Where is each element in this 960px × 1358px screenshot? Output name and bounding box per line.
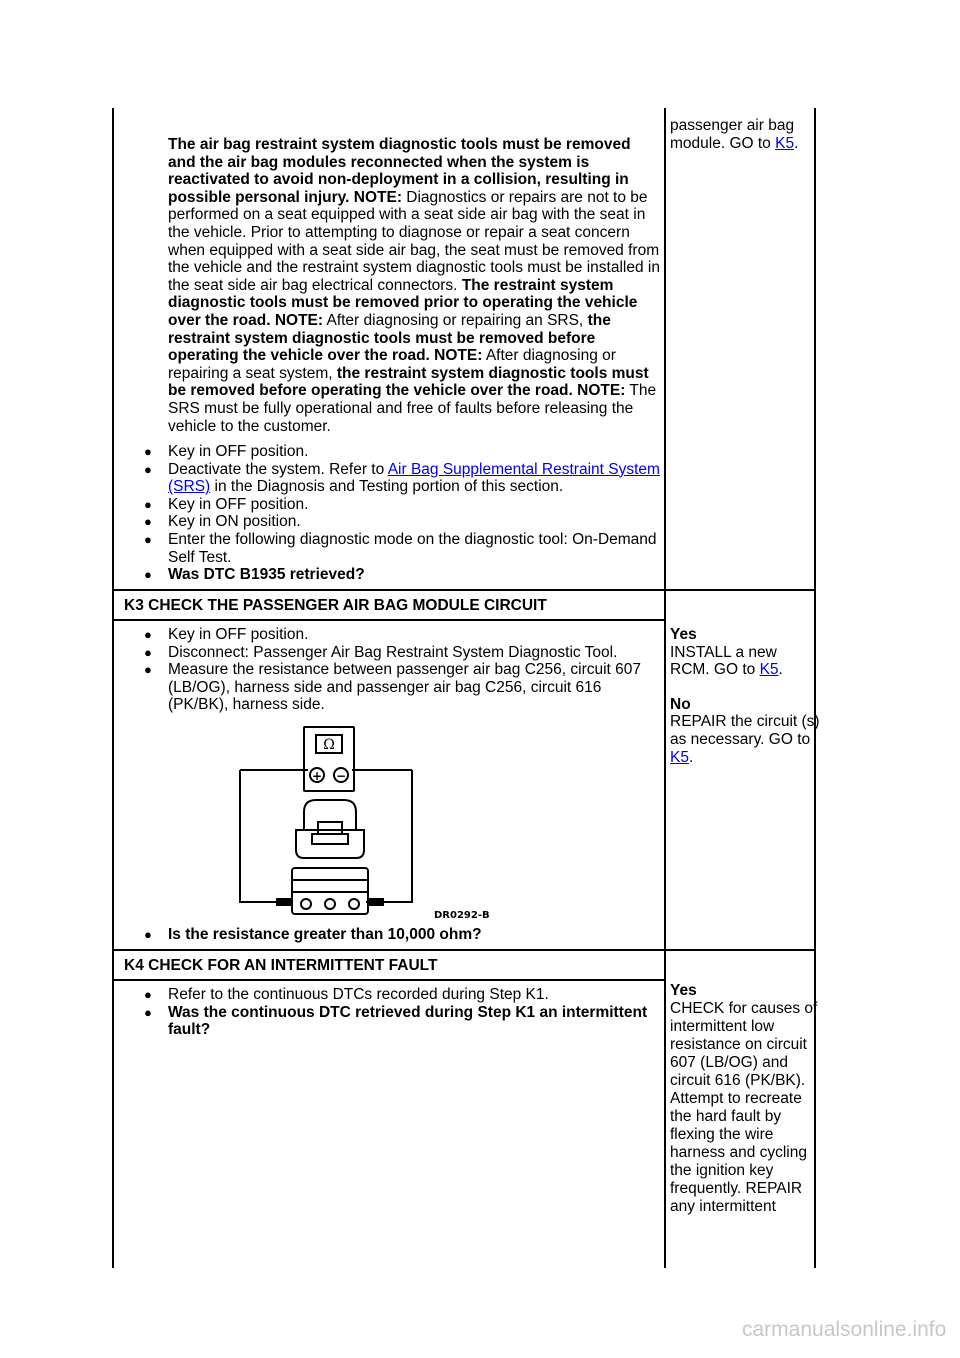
table-left-border <box>112 108 114 1268</box>
diagram-code: DR0292-B <box>434 910 490 921</box>
note-text: The SRS must be fully operational and free of faults before releasing the vehicle to the customer. <box>168 382 657 435</box>
list-item <box>144 461 660 496</box>
yes-result <box>670 644 820 679</box>
list-item <box>144 566 660 584</box>
period: . <box>794 134 799 152</box>
note-bold-text: the restraint system diagnostic tools must be removed before operating the vehicle over the road. <box>168 364 649 400</box>
minus-terminal: − <box>335 769 347 783</box>
step-text: Disconnect: Passenger Air Bag Restraint System Diagnostic Tool. <box>168 643 618 661</box>
k3-heading-divider <box>112 619 666 621</box>
yes-label: Yes <box>670 982 697 999</box>
yes-label: Yes <box>670 626 697 643</box>
top-step-list <box>144 443 660 584</box>
list-item <box>144 1004 660 1039</box>
row-divider-k3 <box>112 589 816 591</box>
k5-link[interactable]: K5 <box>775 134 795 152</box>
connector-icon <box>304 800 356 830</box>
question-text: Was the continuous DTC retrieved during Step K1 an intermittent fault? <box>168 1003 648 1039</box>
note-bold-text: The restraint system diagnostic tools must be removed prior to operating the vehicle over the road. <box>168 276 638 329</box>
step-text: Enter the following diagnostic mode on the diagnostic tool: On-Demand Self Test. <box>168 530 657 566</box>
step-text: Key in ON position. <box>168 513 301 531</box>
list-item <box>144 926 660 944</box>
step-text: in the Diagnosis and Testing portion of this section. <box>214 478 564 496</box>
k3-question-list <box>144 926 660 944</box>
list-item <box>144 986 660 1004</box>
k3-result <box>670 626 820 766</box>
k3-step-list <box>144 626 660 714</box>
step-text: Key in OFF position. <box>168 495 309 513</box>
step-text: Key in OFF position. <box>168 443 309 460</box>
step-text: Measure the resistance between passenger air bag C256, circuit 607 (LB/OG), harness side and passenger air bag C256, circuit 616 (PK/BK), harness side. <box>168 661 642 714</box>
question-text: Is the resistance greater than 10,000 ohm? <box>168 926 482 943</box>
result-text: INSTALL a new RCM. GO to <box>670 643 777 679</box>
note-label: NOTE: <box>274 311 324 329</box>
k3-heading: K3 CHECK THE PASSENGER AIR BAG MODULE CIRCUIT <box>124 597 547 614</box>
note-text: After diagnosing or repairing a seat system, <box>168 347 616 382</box>
top-result <box>670 117 820 152</box>
list-item <box>144 661 660 714</box>
list-item <box>144 443 660 461</box>
question-text: Was DTC B1935 retrieved? <box>168 566 365 584</box>
k4-step-list <box>144 986 660 1039</box>
k4-result <box>670 982 820 1216</box>
ohm-symbol: Ω <box>323 737 335 753</box>
result-text: REPAIR the circuit (s) as necessary. GO to <box>670 713 820 748</box>
no-result <box>670 713 820 766</box>
k5-link[interactable]: K5 <box>670 748 689 766</box>
step-text: Deactivate the system. Refer to <box>168 460 385 478</box>
result-text: passenger air bag module. GO to <box>670 117 795 152</box>
plus-terminal: + <box>311 769 323 783</box>
note-bold-text: the restraint system diagnostic tools must be removed before operating the vehicle over the road. <box>168 311 611 365</box>
note-label: NOTE: <box>434 347 483 365</box>
warning-text: The air bag restraint system diagnostic tools must be removed and the air bag modules reconnected when the system is reactivated to avoid non-deployment in a collision, resulting in possible personal injury. <box>168 136 631 206</box>
list-item <box>144 531 660 566</box>
note-label: NOTE: <box>353 188 402 206</box>
srs-link[interactable]: Air Bag Supplemental Restraint System (SRS) <box>168 460 660 496</box>
watermark: carmanualsonline.info <box>742 1318 947 1341</box>
note-text: After diagnosing or repairing an SRS, <box>326 311 584 329</box>
note-label: NOTE: <box>577 382 626 400</box>
list-item <box>144 626 660 644</box>
list-item <box>144 496 660 514</box>
period: . <box>778 661 783 679</box>
note-text: Diagnostics or repairs are not to be performed on a seat equipped with a seat side air bag with the seat in the vehicle. Prior to attempting to diagnose or repair a seat concern when equipped with a seat side air bag, the seat must be removed from the vehicle and the restraint system diagnostic tools must be installed in the seat side air bag electrical connectors. <box>168 188 660 294</box>
period: . <box>688 748 694 766</box>
k5-link[interactable]: K5 <box>759 661 779 679</box>
step-text: Refer to the continuous DTCs recorded during Step K1. <box>168 986 549 1003</box>
row-divider-k4 <box>112 949 816 951</box>
k4-heading: K4 CHECK FOR AN INTERMITTENT FAULT <box>124 957 438 974</box>
k4-heading-divider <box>112 979 666 981</box>
step-text: Key in OFF position. <box>168 626 309 643</box>
yes-result: CHECK for causes of intermittent low resistance on circuit 607 (LB/OG) and circuit 616 (PK/BK). Attempt to recreate the hard fault by flexing the wire harness and cycling the ignition key frequently. REPAIR any intermittent <box>670 1000 818 1215</box>
resistance-measurement-diagram <box>236 722 496 922</box>
top-notes <box>168 136 660 435</box>
list-item <box>144 644 660 662</box>
column-divider <box>664 108 666 1268</box>
list-item <box>144 513 660 531</box>
no-label: No <box>670 695 691 713</box>
